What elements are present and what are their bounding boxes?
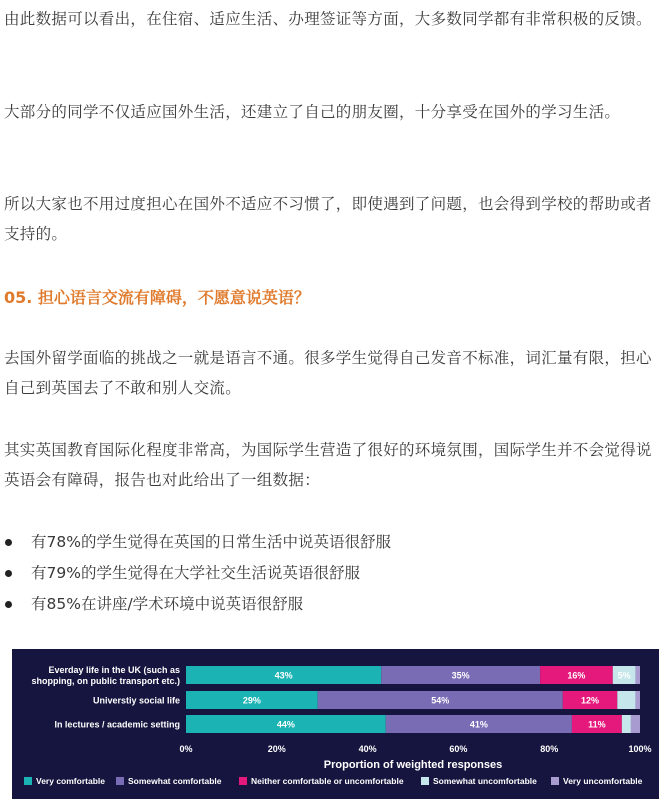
x-tick-label: 80% xyxy=(540,744,559,754)
paragraph-accommodation-feedback: 由此数据可以看出，在住宿、适应生活、办理签证等方面，大多数同学都有非常积极的反馈。 xyxy=(4,10,652,28)
bullet-dot-icon xyxy=(5,601,12,608)
legend-swatch xyxy=(24,777,32,785)
bar-segment xyxy=(631,715,640,733)
bullet-item xyxy=(0,527,668,558)
category-label: Everday life in the UK (such as xyxy=(48,665,180,675)
bar-segment xyxy=(635,691,640,709)
paragraph-language-challenge: 去国外留学面临的挑战之一就是语言不通。很多学生觉得自己发音不标准，词汇量有限，担心自己到英国去了不敢和别人交流。 xyxy=(4,349,652,397)
legend-label: Somewhat comfortable xyxy=(128,776,222,786)
stacked-bar-chart xyxy=(12,649,659,799)
bar-segment xyxy=(635,666,640,684)
data-label: 16% xyxy=(567,670,586,681)
bar-segment xyxy=(622,715,631,733)
legend-label: Very uncomfortable xyxy=(563,776,643,786)
paragraph-no-worry: 所以大家也不用过度担心在国外不适应不习惯了，即使遇到了问题，也会得到学校的帮助或者支持的。 xyxy=(4,195,652,243)
bullet-text: 有79%的学生觉得在大学社交生活说英语很舒服 xyxy=(31,564,360,582)
data-label: 41% xyxy=(469,719,488,730)
comfort-speaking-english-chart xyxy=(12,649,659,799)
bullet-item xyxy=(0,589,668,620)
data-label: 29% xyxy=(242,695,261,706)
data-label: 43% xyxy=(274,670,293,681)
x-tick-label: 40% xyxy=(358,744,377,754)
legend-swatch xyxy=(551,777,559,785)
section-heading-language: 05. 担心语言交流有障碍，不愿意说英语？ xyxy=(4,288,310,307)
bullet-text: 有78%的学生觉得在英国的日常生活中说英语很舒服 xyxy=(31,533,391,551)
legend-swatch xyxy=(116,777,124,785)
legend-label: Very comfortable xyxy=(36,776,105,786)
data-label: 54% xyxy=(431,695,450,706)
paragraph-international-environment: 其实英国教育国际化程度非常高，为国际学生营造了很好的环境氛围，国际学生并不会觉得说英语会有障碍，报告也对此给出了一组数据： xyxy=(4,441,652,489)
category-label: Universtiy social life xyxy=(92,695,180,706)
legend-swatch xyxy=(421,777,429,785)
x-tick-label: 100% xyxy=(628,744,652,754)
legend-swatch xyxy=(239,777,247,785)
legend-label: Neither comfortable or uncomfortable xyxy=(251,776,404,786)
x-axis-title: Proportion of weighted responses xyxy=(323,759,503,771)
data-label: 12% xyxy=(581,695,600,706)
data-label: 5% xyxy=(617,670,631,681)
bar-segment xyxy=(617,691,635,709)
data-label: 35% xyxy=(451,670,470,681)
bullet-text: 有85%在讲座/学术环境中说英语很舒服 xyxy=(31,595,304,613)
paragraph-friend-circle: 大部分的同学不仅适应国外生活，还建立了自己的朋友圈，十分享受在国外的学习生活。 xyxy=(4,103,621,121)
legend-label: Somewhat uncomfortable xyxy=(433,776,537,786)
bullet-dot-icon xyxy=(5,539,12,546)
category-label: In lectures / academic setting xyxy=(54,719,180,730)
bullet-dot-icon xyxy=(5,570,12,577)
data-label: 11% xyxy=(588,719,606,730)
bullet-item xyxy=(0,558,668,589)
stats-bullet-list xyxy=(0,527,668,620)
data-label: 44% xyxy=(276,719,295,730)
x-tick-label: 60% xyxy=(449,744,468,754)
x-tick-label: 20% xyxy=(267,744,286,754)
category-label: shopping, on public transport etc.) xyxy=(31,676,180,686)
x-tick-label: 0% xyxy=(179,744,193,754)
